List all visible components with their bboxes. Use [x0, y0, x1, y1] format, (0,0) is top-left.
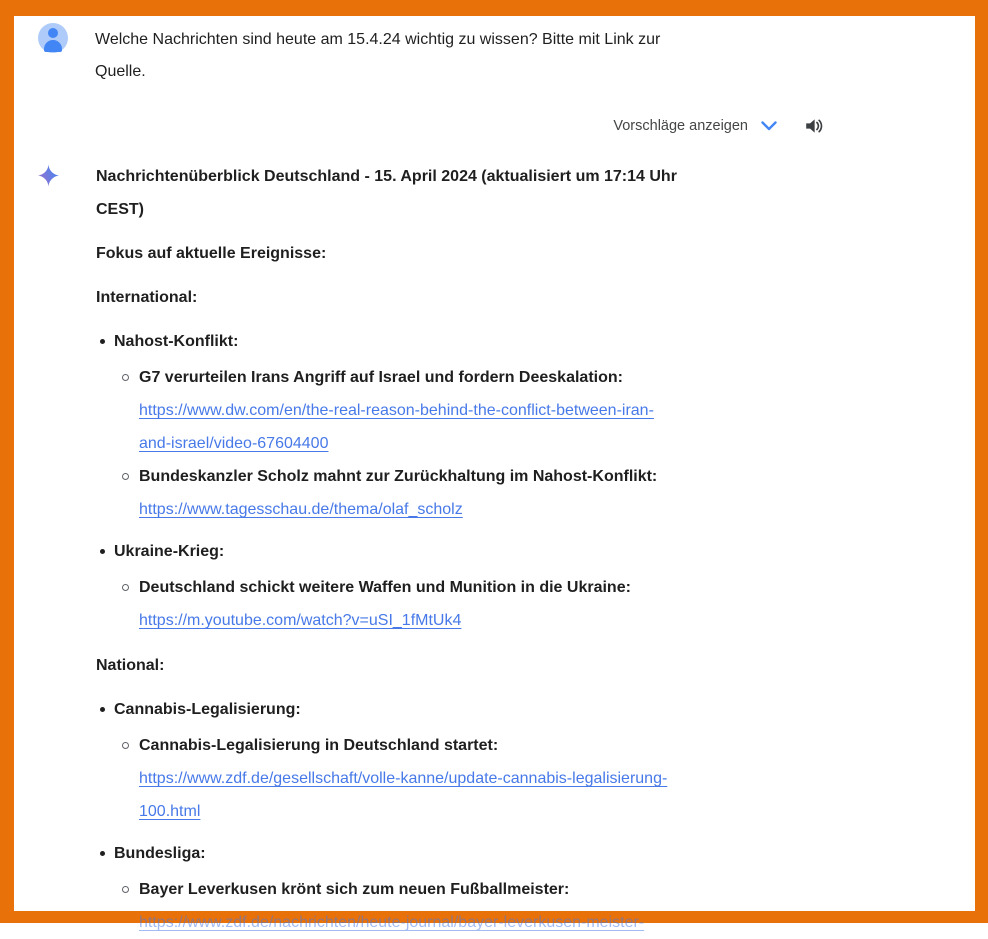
topic-list: [96, 693, 835, 939]
entry-list: [114, 361, 835, 526]
topic-list: [96, 325, 835, 637]
topic-label: Cannabis-Legalisierung:: [114, 701, 301, 718]
entry-list: [114, 729, 835, 828]
news-headline: Bundeskanzler Scholz mahnt zur Zurückhaltung im Nahost-Konflikt:: [139, 468, 658, 485]
model-response-row: [14, 160, 975, 939]
topic-label: Bundesliga:: [114, 845, 206, 862]
topic-label: Ukraine-Krieg:: [114, 543, 225, 560]
news-headline: G7 verurteilen Irans Angriff auf Israel und fordern Deeskalation:: [139, 369, 623, 386]
news-entry: [114, 460, 835, 526]
section-national: [96, 649, 835, 939]
model-response: [96, 160, 975, 939]
section-title: International:: [96, 289, 198, 306]
news-entry: [114, 729, 835, 828]
news-link[interactable]: https://www.tagesschau.de/thema/olaf_scholz: [139, 501, 463, 518]
news-headline: Deutschland schickt weitere Waffen und Munition in die Ukraine:: [139, 579, 631, 596]
gemini-sparkle-icon: [35, 160, 63, 939]
section-international: [96, 281, 835, 637]
user-message: [95, 23, 660, 88]
avatar-person-icon: [48, 28, 58, 38]
news-link[interactable]: https://www.zdf.de/nachrichten/heute-journal/bayer-leverkusen-meister-: [139, 914, 645, 931]
user-message-row: [14, 23, 975, 88]
list-item: [96, 325, 835, 526]
chevron-down-icon: [761, 121, 777, 131]
entry-list: [114, 873, 835, 939]
user-avatar: [38, 23, 68, 53]
list-item: [96, 535, 835, 637]
show-suggestions-button[interactable]: [613, 118, 777, 134]
topic-label: Nahost-Konflikt:: [114, 333, 239, 350]
speaker-icon[interactable]: [803, 115, 825, 137]
section-title: National:: [96, 657, 165, 674]
user-message-line: Quelle.: [95, 63, 146, 80]
list-item: [96, 837, 835, 939]
chat-content: [14, 16, 975, 931]
news-link[interactable]: https://www.zdf.de/gesellschaft/volle-kanne/update-cannabis-legalisierung- 100.html: [139, 770, 668, 820]
response-heading: Nachrichtenüberblick Deutschland - 15. April 2024 (aktualisiert um 17:14 Uhr CEST): [96, 168, 677, 218]
news-entry: [114, 571, 835, 637]
news-headline: Cannabis-Legalisierung in Deutschland startet:: [139, 737, 499, 754]
show-suggestions-label: Vorschläge anzeigen: [613, 118, 748, 134]
news-headline: Bayer Leverkusen krönt sich zum neuen Fußballmeister:: [139, 881, 570, 898]
user-message-line: Welche Nachrichten sind heute am 15.4.24 wichtig zu wissen? Bitte mit Link zur: [95, 31, 661, 48]
response-intro: Fokus auf aktuelle Ereignisse:: [96, 245, 327, 262]
response-controls-row: [14, 113, 825, 139]
news-entry: [114, 361, 835, 460]
news-link[interactable]: https://m.youtube.com/watch?v=uSI_1fMtUk4: [139, 612, 462, 629]
entry-list: [114, 571, 835, 637]
news-link[interactable]: https://www.dw.com/en/the-real-reason-behind-the-conflict-between-iran- and-israel/video-67604400: [139, 402, 654, 452]
news-entry: [114, 873, 835, 939]
list-item: [96, 693, 835, 828]
